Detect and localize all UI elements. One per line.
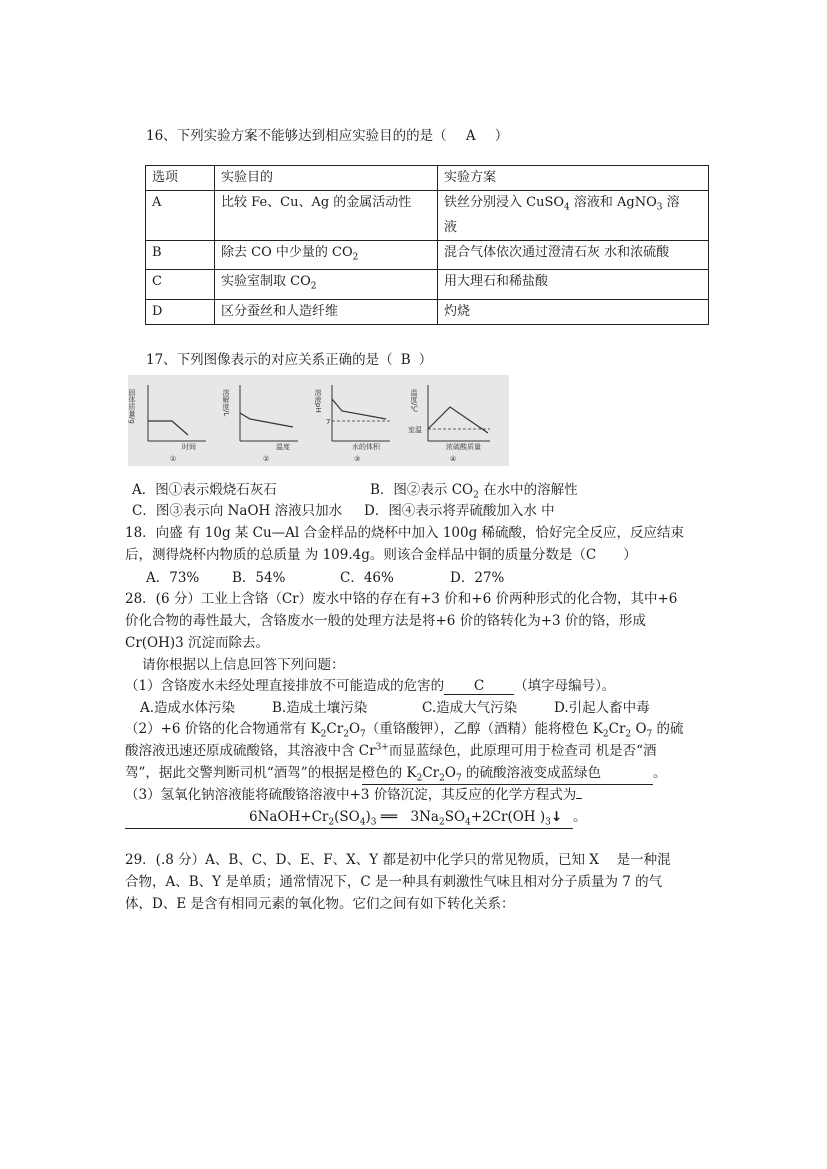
graph-1 xyxy=(128,385,206,463)
svg-text:室温: 室温 xyxy=(408,426,422,434)
svg-text:固体质量/g: 固体质量/g xyxy=(128,389,136,424)
q28-part1-option-b: B.造成土壤污染 xyxy=(272,700,368,716)
q18-option-c: C．46% xyxy=(340,570,394,586)
q28-line-1: 28．(6 分）工业上含铬（Cr）废水中铬的存在有+3 价和+6 价两种形式的化合物，其中+6 xyxy=(125,591,678,607)
q28-line-3: Cr(OH)3 沉淀而除去。 xyxy=(125,635,270,651)
q18-option-a: A．73% xyxy=(146,570,200,586)
q28-part3-stem: （3）氢氧化钠溶液能将硫酸铬溶液中+3 价铬沉淀，其反应的化学方程式为 xyxy=(125,783,582,803)
q16-stem: 16、下列实验方案不能够达到相应实验目的的是（ A ） xyxy=(146,128,509,144)
q17-option-a: A．图①表示煅烧石灰石 xyxy=(132,482,277,498)
svg-text:②: ② xyxy=(263,455,270,463)
q28-line-2: 价化合物的毒性最大，含铬废水一般的处理方法是将+6 价的铬转化为+3 价的铬，形成 xyxy=(125,613,646,629)
q17-option-b: B．图②表示 $CO_2$ 在水中的溶解性 xyxy=(370,482,578,501)
q17-graphs-photo xyxy=(128,375,509,466)
q16-answer: A xyxy=(465,128,476,144)
q28-part1-option-a: A.造成水体污染 xyxy=(140,700,236,716)
svg-text:①: ① xyxy=(170,455,177,463)
q18-line-1: 18．向盛 有 10g 某 Cu—Al 合金样品的烧杯中加入 100g 稀硫酸，恰好完全反应，反应结束 xyxy=(125,525,685,541)
q18-option-b: B．54% xyxy=(232,570,286,586)
svg-text:温度/℃: 温度/℃ xyxy=(410,389,418,414)
q28-part3-equation: $6NaOH+Cr_2(SO_4)_3$ ══ $3Na_2SO_4+2Cr(OH$ )$_3↓$ 。 xyxy=(125,805,587,829)
header-option: 选项 xyxy=(146,166,215,191)
svg-text:④: ④ xyxy=(450,455,457,463)
svg-text:浓硫酸质量: 浓硫酸质量 xyxy=(446,443,481,451)
q16-table xyxy=(145,165,709,325)
q28-part2-answer: 橙色的 $K_2Cr_2O_7$ 的硫酸溶液变成蓝绿色 xyxy=(362,761,653,785)
q29-line-1: 29．(.8 分）A、B、C、D、E、F、X、Y 都是初中化学只的常见物质，已知 X 是一种混 xyxy=(125,852,671,868)
q18-option-d: D．27% xyxy=(450,570,505,586)
svg-text:温度: 温度 xyxy=(276,443,290,451)
q29-line-2: 合物，A、B、Y 是单质；通常情况下，C 是一种具有刺激性气味且相对分子质量为 7 的气 xyxy=(125,874,663,890)
table-header-row xyxy=(146,166,709,191)
q28-part1-answer: C xyxy=(444,678,514,695)
svg-text:溶液pH: 溶液pH xyxy=(314,389,322,413)
svg-text:溶解度/L: 溶解度/L xyxy=(222,389,230,417)
q17-option-d: D．图④表示将弄硫酸加入水 中 xyxy=(364,503,555,519)
svg-text:时间: 时间 xyxy=(182,443,196,451)
q28-line-4: 请你根据以上信息回答下列问题： xyxy=(142,657,345,673)
q28-part2-line-2: 酸溶液迅速还原成硫酸铬，其溶液中含 $Cr^{3+}$而显蓝绿色，此原理可用于检查司 机是否“酒 xyxy=(125,742,657,759)
svg-text:水的体积: 水的体积 xyxy=(352,443,380,451)
graph-2 xyxy=(222,385,298,463)
q17-option-c: C．图③表示向 NaOH 溶液只加水 xyxy=(132,503,343,519)
q28-part1-option-d: D.引起人畜中毒 xyxy=(554,700,650,716)
table-row: D 区分蚕丝和人造纤维 灼烧 xyxy=(146,299,709,324)
q18-line-2: 后，测得烧杯内物质的总质量 为 109.4g。则该合金样品中铜的质量分数是（C ） xyxy=(125,547,637,563)
header-goal: 实验目的 xyxy=(215,166,438,191)
q28-part2-line-3: 驾”，据此交警判断司机“酒驾”的根据是橙色的 $K_2Cr_2O_7$ 的硫酸溶液变成蓝绿色 。 xyxy=(125,761,666,785)
table-row: B 除去 CO 中少量的 $CO_2$ 混合气体依次通过澄清石灰 水和浓硫酸 xyxy=(146,240,709,270)
table-row: A 比较 Fe、Cu、Ag 的金属活动性 铁丝分别浸入 CuSO$_4$ 溶液和 AgNO$_3$ 溶 液 xyxy=(146,191,709,241)
table-row: C 实验室制取 $CO_2$ 用大理石和稀盐酸 xyxy=(146,270,709,300)
q29-line-3: 体，D、E 是含有相同元素的氧化物。它们之间有如下转化关系： xyxy=(125,896,515,912)
q28-part1-option-c: C.造成大气污染 xyxy=(422,700,518,716)
q17-answer: B xyxy=(400,352,411,368)
q28-part1: （1）含铬废水未经处理直接排放不可能造成的危害的 C （填字母编号）。 xyxy=(125,678,616,694)
svg-text:③: ③ xyxy=(354,455,361,463)
graph-3 xyxy=(314,385,390,463)
q28-part2-line-1: （2）+6 价铬的化合物通常有 $K_2Cr_2O_7$（重铬酸钾），乙醇（酒精）能将橙色 $K_2Cr_2$ $O_7$ 的硫 xyxy=(125,721,684,740)
svg-text:7: 7 xyxy=(326,418,331,426)
header-plan: 实验方案 xyxy=(438,166,709,191)
q17-stem: 17、下列图像表示的对应关系正确的是（ B ） xyxy=(146,352,433,368)
graph-4 xyxy=(408,385,490,463)
